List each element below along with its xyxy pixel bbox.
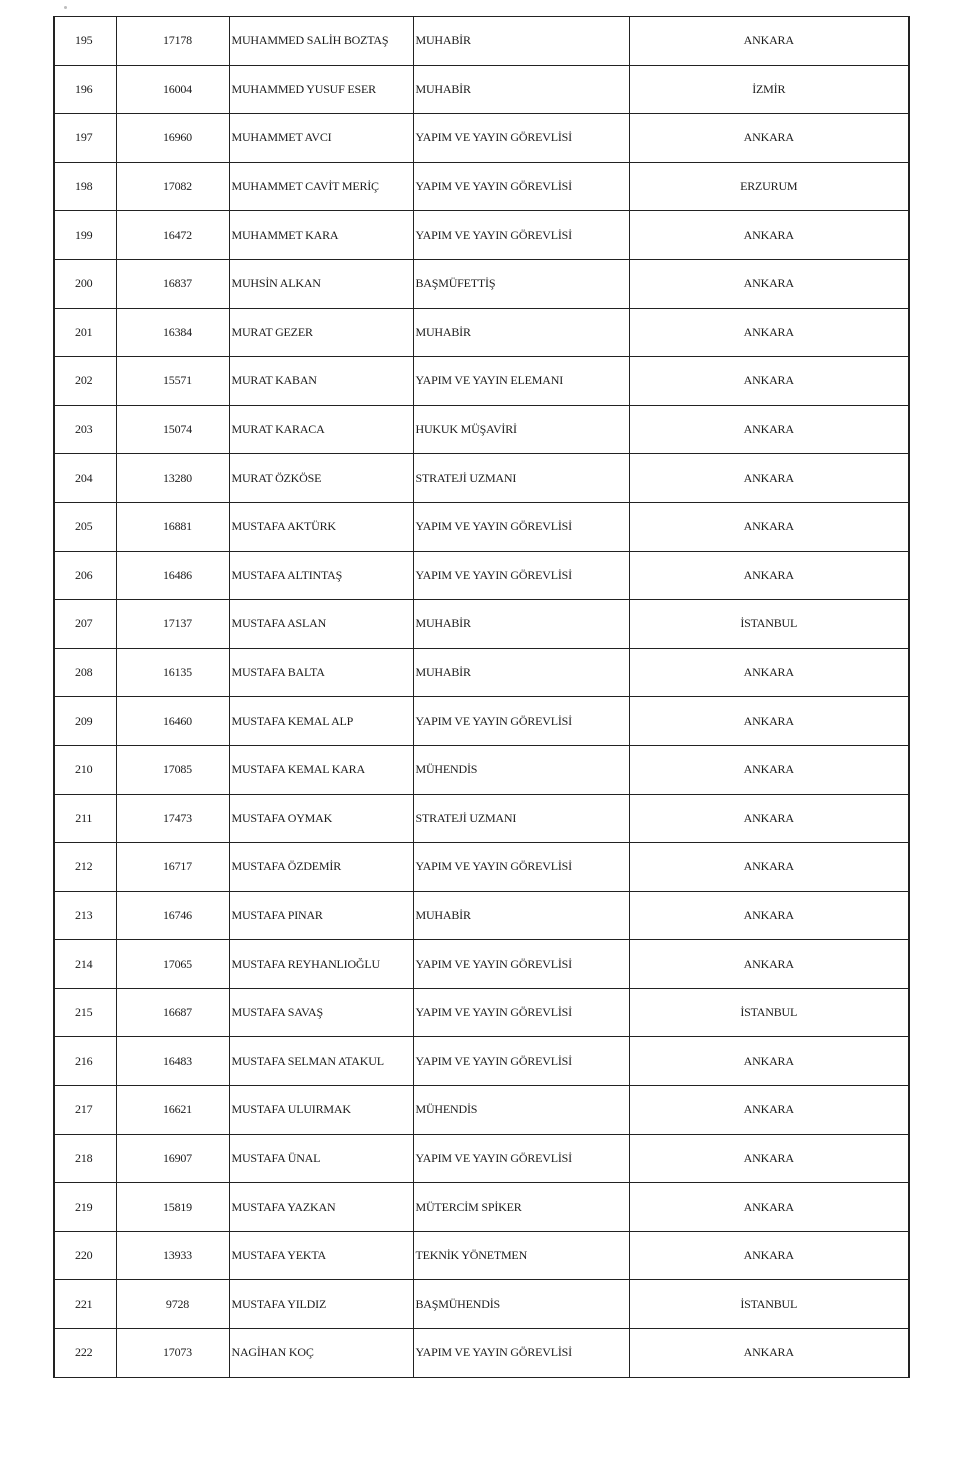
table-row [54, 114, 909, 163]
title-cell: MUHABİR [413, 600, 629, 649]
row-number-cell: 199 [54, 211, 116, 260]
full-name-cell: MUSTAFA SELMAN ATAKUL [229, 1037, 413, 1086]
full-name-cell: MURAT ÖZKÖSE [229, 454, 413, 503]
row-number-cell: 215 [54, 988, 116, 1037]
title-cell: BAŞMÜFETTİŞ [413, 259, 629, 308]
registry-number-cell: 15571 [116, 357, 229, 406]
full-name-cell: MUSTAFA REYHANLIOĞLU [229, 940, 413, 989]
title-cell: YAPIM VE YAYIN GÖREVLİSİ [413, 940, 629, 989]
city-cell: ANKARA [629, 1037, 909, 1086]
table-row [54, 502, 909, 551]
registry-number-cell: 16717 [116, 843, 229, 892]
title-cell: MUHABİR [413, 65, 629, 114]
table-row [54, 405, 909, 454]
row-number-cell: 222 [54, 1329, 116, 1378]
registry-number-cell: 16004 [116, 65, 229, 114]
title-cell: YAPIM VE YAYIN GÖREVLİSİ [413, 1329, 629, 1378]
row-number-cell: 213 [54, 891, 116, 940]
title-cell: STRATEJİ UZMANI [413, 794, 629, 843]
title-cell: HUKUK MÜŞAVİRİ [413, 405, 629, 454]
full-name-cell: MUSTAFA KEMAL KARA [229, 745, 413, 794]
city-cell: ANKARA [629, 211, 909, 260]
city-cell: ANKARA [629, 1329, 909, 1378]
table-row [54, 697, 909, 746]
registry-number-cell: 16135 [116, 648, 229, 697]
full-name-cell: MUHAMMET AVCI [229, 114, 413, 163]
row-number-cell: 204 [54, 454, 116, 503]
full-name-cell: MUSTAFA ASLAN [229, 600, 413, 649]
city-cell: İSTANBUL [629, 988, 909, 1037]
title-cell: BAŞMÜHENDİS [413, 1280, 629, 1329]
registry-number-cell: 9728 [116, 1280, 229, 1329]
registry-number-cell: 17085 [116, 745, 229, 794]
title-cell: YAPIM VE YAYIN GÖREVLİSİ [413, 1134, 629, 1183]
row-number-cell: 209 [54, 697, 116, 746]
row-number-cell: 195 [54, 17, 116, 66]
registry-number-cell: 16960 [116, 114, 229, 163]
row-number-cell: 220 [54, 1231, 116, 1280]
city-cell: ERZURUM [629, 162, 909, 211]
table-row [54, 259, 909, 308]
city-cell: ANKARA [629, 502, 909, 551]
city-cell: ANKARA [629, 891, 909, 940]
full-name-cell: MURAT KARACA [229, 405, 413, 454]
registry-number-cell: 16907 [116, 1134, 229, 1183]
registry-number-cell: 13280 [116, 454, 229, 503]
registry-number-cell: 16472 [116, 211, 229, 260]
city-cell: İZMİR [629, 65, 909, 114]
personnel-table-body [54, 17, 909, 1378]
city-cell: ANKARA [629, 794, 909, 843]
title-cell: MÜHENDİS [413, 1086, 629, 1135]
row-number-cell: 201 [54, 308, 116, 357]
row-number-cell: 218 [54, 1134, 116, 1183]
city-cell: ANKARA [629, 1134, 909, 1183]
table-row [54, 211, 909, 260]
table-row [54, 454, 909, 503]
registry-number-cell: 15074 [116, 405, 229, 454]
title-cell: YAPIM VE YAYIN GÖREVLİSİ [413, 162, 629, 211]
city-cell: ANKARA [629, 940, 909, 989]
table-row [54, 745, 909, 794]
registry-number-cell: 15819 [116, 1183, 229, 1232]
city-cell: ANKARA [629, 308, 909, 357]
full-name-cell: MUSTAFA ÖZDEMİR [229, 843, 413, 892]
registry-number-cell: 17065 [116, 940, 229, 989]
row-number-cell: 197 [54, 114, 116, 163]
table-row [54, 17, 909, 66]
city-cell: ANKARA [629, 17, 909, 66]
full-name-cell: MURAT GEZER [229, 308, 413, 357]
row-number-cell: 198 [54, 162, 116, 211]
table-row [54, 551, 909, 600]
city-cell: İSTANBUL [629, 600, 909, 649]
full-name-cell: MUHAMMED SALİH BOZTAŞ [229, 17, 413, 66]
registry-number-cell: 16384 [116, 308, 229, 357]
table-row [54, 648, 909, 697]
row-number-cell: 196 [54, 65, 116, 114]
city-cell: İSTANBUL [629, 1280, 909, 1329]
row-number-cell: 210 [54, 745, 116, 794]
table-row [54, 843, 909, 892]
full-name-cell: MUSTAFA BALTA [229, 648, 413, 697]
full-name-cell: MURAT KABAN [229, 357, 413, 406]
table-row [54, 1134, 909, 1183]
city-cell: ANKARA [629, 1231, 909, 1280]
row-number-cell: 214 [54, 940, 116, 989]
row-number-cell: 208 [54, 648, 116, 697]
table-row [54, 1329, 909, 1378]
city-cell: ANKARA [629, 843, 909, 892]
full-name-cell: MUHAMMET KARA [229, 211, 413, 260]
table-row [54, 988, 909, 1037]
title-cell: MUHABİR [413, 308, 629, 357]
row-number-cell: 205 [54, 502, 116, 551]
row-number-cell: 202 [54, 357, 116, 406]
table-row [54, 1280, 909, 1329]
title-cell: YAPIM VE YAYIN ELEMANI [413, 357, 629, 406]
full-name-cell: MUSTAFA ÜNAL [229, 1134, 413, 1183]
full-name-cell: MUHAMMED YUSUF ESER [229, 65, 413, 114]
row-number-cell: 206 [54, 551, 116, 600]
registry-number-cell: 16460 [116, 697, 229, 746]
full-name-cell: MUHAMMET CAVİT MERİÇ [229, 162, 413, 211]
row-number-cell: 217 [54, 1086, 116, 1135]
registry-number-cell: 16486 [116, 551, 229, 600]
scan-speck [64, 6, 67, 9]
row-number-cell: 216 [54, 1037, 116, 1086]
registry-number-cell: 16687 [116, 988, 229, 1037]
title-cell: YAPIM VE YAYIN GÖREVLİSİ [413, 502, 629, 551]
title-cell: MUHABİR [413, 891, 629, 940]
city-cell: ANKARA [629, 405, 909, 454]
full-name-cell: MUSTAFA PINAR [229, 891, 413, 940]
city-cell: ANKARA [629, 551, 909, 600]
row-number-cell: 203 [54, 405, 116, 454]
city-cell: ANKARA [629, 697, 909, 746]
personnel-table [53, 16, 910, 1378]
table-row [54, 308, 909, 357]
table-row [54, 1086, 909, 1135]
registry-number-cell: 17473 [116, 794, 229, 843]
registry-number-cell: 16746 [116, 891, 229, 940]
city-cell: ANKARA [629, 745, 909, 794]
title-cell: STRATEJİ UZMANI [413, 454, 629, 503]
full-name-cell: MUSTAFA YAZKAN [229, 1183, 413, 1232]
full-name-cell: MUSTAFA KEMAL ALP [229, 697, 413, 746]
registry-number-cell: 16621 [116, 1086, 229, 1135]
table-row [54, 891, 909, 940]
row-number-cell: 219 [54, 1183, 116, 1232]
city-cell: ANKARA [629, 114, 909, 163]
full-name-cell: MUSTAFA AKTÜRK [229, 502, 413, 551]
title-cell: MÜHENDİS [413, 745, 629, 794]
row-number-cell: 212 [54, 843, 116, 892]
title-cell: MÜTERCİM SPİKER [413, 1183, 629, 1232]
city-cell: ANKARA [629, 454, 909, 503]
row-number-cell: 200 [54, 259, 116, 308]
table-row [54, 940, 909, 989]
full-name-cell: MUHSİN ALKAN [229, 259, 413, 308]
table-row [54, 600, 909, 649]
city-cell: ANKARA [629, 1183, 909, 1232]
registry-number-cell: 16881 [116, 502, 229, 551]
registry-number-cell: 17073 [116, 1329, 229, 1378]
registry-number-cell: 16483 [116, 1037, 229, 1086]
title-cell: YAPIM VE YAYIN GÖREVLİSİ [413, 843, 629, 892]
registry-number-cell: 17178 [116, 17, 229, 66]
registry-number-cell: 13933 [116, 1231, 229, 1280]
title-cell: YAPIM VE YAYIN GÖREVLİSİ [413, 551, 629, 600]
table-row [54, 65, 909, 114]
title-cell: MUHABİR [413, 17, 629, 66]
full-name-cell: MUSTAFA YILDIZ [229, 1280, 413, 1329]
row-number-cell: 211 [54, 794, 116, 843]
full-name-cell: MUSTAFA YEKTA [229, 1231, 413, 1280]
title-cell: YAPIM VE YAYIN GÖREVLİSİ [413, 988, 629, 1037]
registry-number-cell: 16837 [116, 259, 229, 308]
table-row [54, 357, 909, 406]
title-cell: YAPIM VE YAYIN GÖREVLİSİ [413, 114, 629, 163]
row-number-cell: 207 [54, 600, 116, 649]
registry-number-cell: 17137 [116, 600, 229, 649]
city-cell: ANKARA [629, 259, 909, 308]
table-row [54, 1037, 909, 1086]
table-row [54, 162, 909, 211]
table-row [54, 1183, 909, 1232]
title-cell: YAPIM VE YAYIN GÖREVLİSİ [413, 211, 629, 260]
full-name-cell: MUSTAFA SAVAŞ [229, 988, 413, 1037]
table-row [54, 1231, 909, 1280]
city-cell: ANKARA [629, 357, 909, 406]
title-cell: TEKNİK YÖNETMEN [413, 1231, 629, 1280]
table-row [54, 794, 909, 843]
full-name-cell: MUSTAFA ULUIRMAK [229, 1086, 413, 1135]
full-name-cell: NAGİHAN KOÇ [229, 1329, 413, 1378]
title-cell: YAPIM VE YAYIN GÖREVLİSİ [413, 1037, 629, 1086]
full-name-cell: MUSTAFA OYMAK [229, 794, 413, 843]
full-name-cell: MUSTAFA ALTINTAŞ [229, 551, 413, 600]
title-cell: YAPIM VE YAYIN GÖREVLİSİ [413, 697, 629, 746]
registry-number-cell: 17082 [116, 162, 229, 211]
row-number-cell: 221 [54, 1280, 116, 1329]
title-cell: MUHABİR [413, 648, 629, 697]
city-cell: ANKARA [629, 648, 909, 697]
city-cell: ANKARA [629, 1086, 909, 1135]
